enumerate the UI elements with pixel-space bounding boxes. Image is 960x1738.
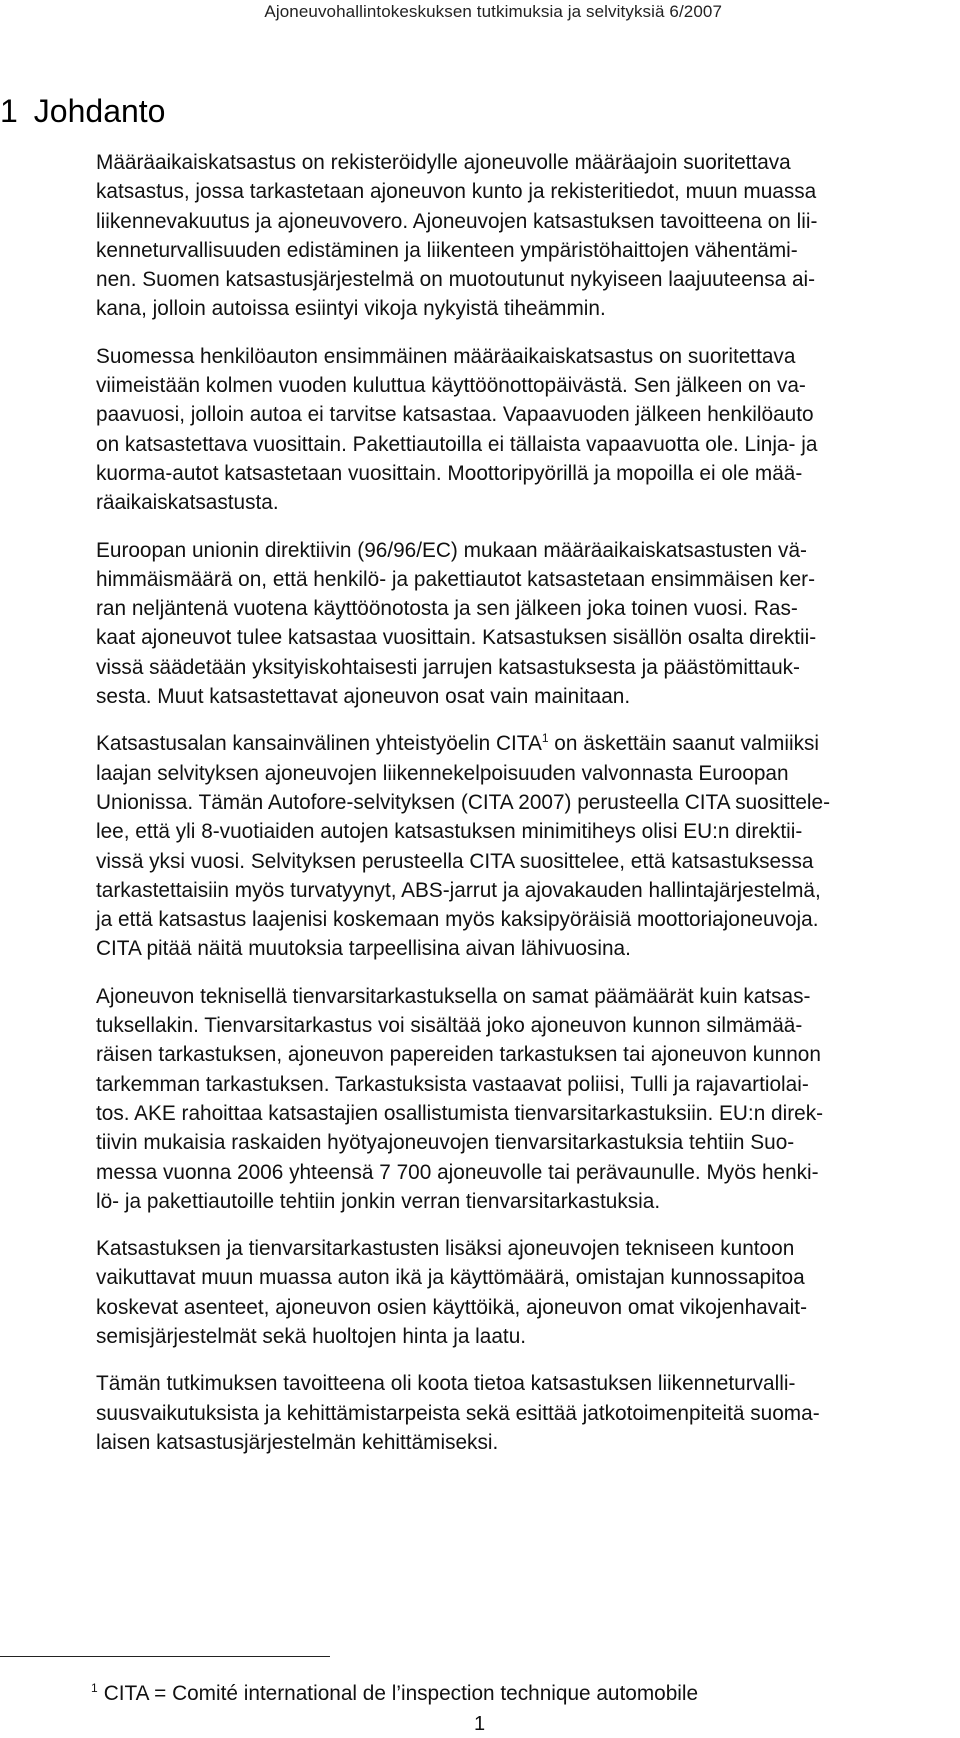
text-line: kana, jolloin autoissa esiintyi vikoja nykyistä tiheämmin. [96, 297, 606, 321]
text-line: sesta. Muut katsastettavat ajoneuvon osat vain mainitaan. [96, 685, 631, 709]
text-line: vissä yksi vuosi. Selvityksen perusteella CITA suosittelee, että katsastuksessa [96, 849, 814, 873]
body-text [96, 148, 950, 1475]
text-line: ran neljäntenä vuotena käyttöönotosta ja sen jälkeen joka toinen vuosi. Ras- [96, 597, 798, 621]
text-line: laisen katsastusjärjestelmän kehittämiseksi. [96, 1430, 499, 1454]
paragraph-7 [96, 1369, 950, 1457]
paragraph-2 [96, 342, 950, 518]
text-line: nen. Suomen katsastusjärjestelmä on muotoutunut nykyiseen laajuuteensa ai- [96, 268, 816, 292]
text-line: Suomessa henkilöauton ensimmäinen määräaikaiskatsastus on suoritettava [96, 344, 796, 368]
text-line: vissä säädetään yksityiskohtaisesti jarrujen katsastuksesta ja päästömittauk- [96, 655, 800, 679]
text-line: Ajoneuvon teknisellä tienvarsitarkastuksella on samat päämäärät kuin katsas- [96, 984, 811, 1008]
paragraph-5 [96, 982, 950, 1216]
text-line: tarkastettaisiin myös turvatyynyt, ABS-jarrut ja ajovakauden hallintajärjestelmä, [96, 878, 821, 902]
running-header: Ajoneuvohallintokeskuksen tutkimuksia ja selvityksiä 6/2007 [264, 2, 722, 21]
text-segment: Katsastusalan kansainvälinen yhteistyöelin CITA [96, 732, 542, 756]
footnote-divider [0, 1656, 330, 1657]
text-line: lee, että yli 8-vuotiaiden autojen katsastuksen minimitiheys olisi EU:n direktii- [96, 820, 803, 844]
paragraph-1 [96, 148, 950, 324]
text-line: Määräaikaiskatsastus on rekisteröidylle ajoneuvolle määräajoin suoritettava [96, 151, 791, 174]
paragraph-3 [96, 536, 950, 712]
text-line: kenneturvallisuuden edistäminen ja liikenteen ympäristöhaittojen vähentämi- [96, 238, 798, 262]
chapter-number: 1 [0, 93, 18, 129]
text-line: semisjärjestelmät sekä huoltojen hinta ja laatu. [96, 1324, 527, 1348]
text-line: Euroopan unionin direktiivin (96/96/EC) mukaan määräaikaiskatsastusten vä- [96, 538, 807, 562]
text-line: tuksellakin. Tienvarsitarkastus voi sisältää joko ajoneuvon kunnon silmämää- [96, 1014, 803, 1038]
text-line: koskevat asenteet, ajoneuvon osien käyttöikä, ajoneuvon omat vikojenhavait- [96, 1295, 808, 1319]
text-line: CITA pitää näitä muutoksia tarpeellisina aivan lähivuosina. [96, 937, 631, 961]
chapter-heading [0, 93, 165, 130]
text-line: himmäismäärä on, että henkilö- ja pakettiautot katsastetaan ensimmäisen ker- [96, 567, 815, 591]
footnote-mark: 1 [91, 1681, 98, 1696]
text-line: tiivin mukaisia raskaiden hyötyajoneuvojen tienvarsitarkastuksia tehtiin Suo- [96, 1131, 795, 1155]
text-line: liikennevakuutus ja ajoneuvovero. Ajoneuvojen katsastuksen tavoitteena on lii- [96, 209, 818, 233]
text-segment: on äskettäin saanut valmiiksi [548, 732, 820, 756]
text-line: lö- ja pakettiautoille tehtiin jonkin verran tienvarsitarkastuksia. [96, 1189, 661, 1213]
text-line: laajan selvityksen ajoneuvojen liikennekelpoisuuden valvonnasta Euroopan [96, 761, 789, 785]
text-line: vaikuttavat muun muassa auton ikä ja käyttömäärä, omistajan kunnossapitoa [96, 1266, 805, 1290]
footnote [91, 1682, 698, 1706]
text-line: Unionissa. Tämän Autofore-selvityksen (CITA 2007) perusteella CITA suosittele- [96, 790, 831, 814]
text-line: katsastus, jossa tarkastetaan ajoneuvon kunto ja rekisteritiedot, muun muassa [96, 180, 817, 204]
paragraph-4 [96, 729, 950, 963]
footnote-reference: 1 [541, 731, 549, 746]
text-line: Katsastuksen ja tienvarsitarkastusten lisäksi ajoneuvojen tekniseen kuntoon [96, 1237, 795, 1261]
text-line: messa vuonna 2006 yhteensä 7 700 ajoneuvolle tai perävaunulle. Myös henki- [96, 1160, 819, 1184]
chapter-title: Johdanto [33, 93, 166, 129]
text-line: ja että katsastus laajenisi koskemaan myös kaksipyöräisiä moottoriajoneuvoja. [96, 908, 819, 932]
text-line: viimeistään kolmen vuoden kuluttua käyttöönottopäivästä. Sen jälkeen on va- [96, 374, 806, 398]
text-line: kuorma-autot katsastetaan vuosittain. Moottoripyörillä ja mopoilla ei ole mää- [96, 461, 803, 485]
text-line: suusvaikutuksista ja kehittämistarpeista sekä esittää jatkotoimenpiteitä suoma- [96, 1401, 820, 1425]
footnote-text: CITA = Comité international de l’inspection technique automobile [103, 1682, 699, 1705]
page-number: 1 [474, 1713, 486, 1735]
text-line: tarkemman tarkastuksen. Tarkastuksista vastaavat poliisi, Tulli ja rajavartiolai- [96, 1072, 809, 1096]
text-line: räaikaiskatsastusta. [96, 491, 279, 515]
text-line: tos. AKE rahoittaa katsastajien osallistumista tienvarsitarkastuksiin. EU:n direk- [96, 1101, 824, 1125]
text-line: paavuosi, jolloin autoa ei tarvitse katsastaa. Vapaavuoden jälkeen henkilöauto [96, 403, 814, 427]
text-line [96, 729, 950, 758]
text-line: räisen tarkastuksen, ajoneuvon papereiden tarkastuksen tai ajoneuvon kunnon [96, 1043, 821, 1067]
text-line: Tämän tutkimuksen tavoitteena oli koota tietoa katsastuksen liikenneturvalli- [96, 1372, 796, 1396]
paragraph-6 [96, 1234, 950, 1351]
text-line: on katsastettava vuosittain. Pakettiautoilla ei tällaista vapaavuotta ole. Linja- ja [96, 432, 818, 456]
text-line: kaat ajoneuvot tulee katsastaa vuosittain. Katsastuksen sisällön osalta direktii- [96, 626, 817, 650]
